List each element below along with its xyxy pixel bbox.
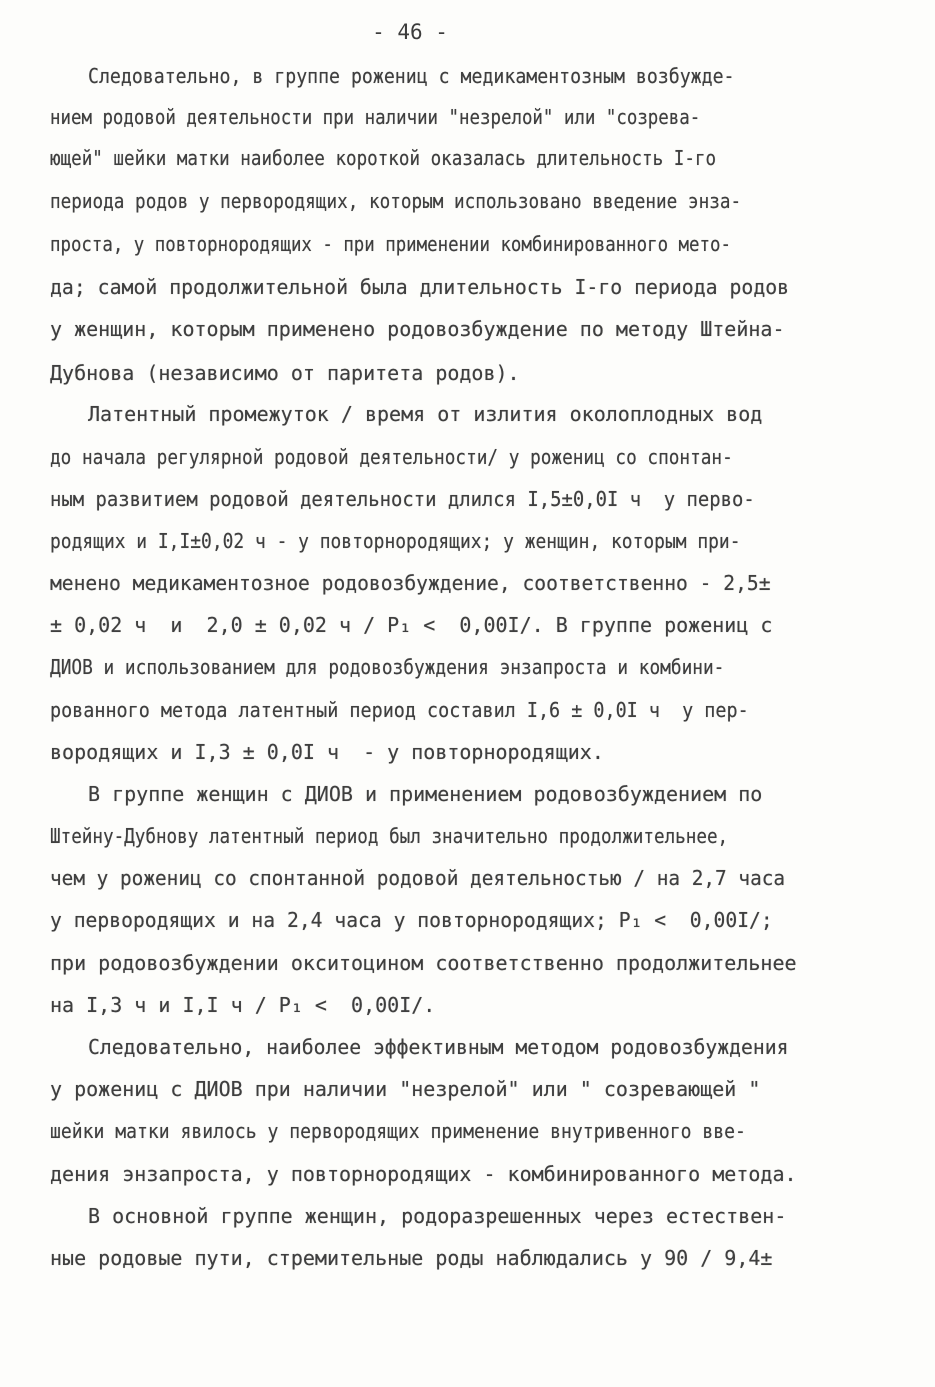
text-line: на I,3 ч и I,I ч / P₁ < 0,00I/. — [50, 993, 436, 1017]
text-line: шейки матки явилось у первородящих применение внутривенного вве- — [50, 1119, 746, 1143]
text-line: дения энзапроста, у повторнородящих - комбинированного метода. — [50, 1162, 797, 1186]
text-line: у рожениц с ДИОВ при наличии "незрелой" или " созревающей " — [50, 1077, 761, 1101]
text-line: вородящих и I,3 ± 0,0I ч - у повторнородящих. — [50, 740, 604, 764]
text-line: менено медикаментозное родовозбуждение, соответственно - 2,5± — [50, 571, 771, 595]
text-line: Следовательно, в группе рожениц с медикаментозным возбужде- — [88, 64, 735, 88]
text-line: Латентный промежуток / время от излития околоплодных вод — [88, 402, 763, 426]
text-line: родящих и I,I±0,02 ч - у повторнородящих; у женщин, которым при- — [50, 529, 741, 553]
text-line: ным развитием родовой деятельности длился I,5±0,0I ч у перво- — [50, 487, 755, 511]
text-line: у первородящих и на 2,4 часа у повторнородящих; P₁ < 0,00I/; — [50, 908, 773, 932]
text-line: да; самой продолжительной была длительность I-го периода родов — [50, 275, 790, 299]
text-line: ± 0,02 ч и 2,0 ± 0,02 ч / P₁ < 0,00I/. В группе рожениц с — [50, 613, 773, 637]
text-line: В основной группе женщин, родоразрешенных через естествен- — [88, 1204, 787, 1228]
text-line: нием родовой деятельности при наличии "незрелой" или "созрева- — [50, 105, 701, 129]
text-line: В группе женщин с ДИОВ и применением родовозбуждением по — [88, 782, 763, 806]
text-line: рованного метода латентный период составил I,6 ± 0,0I ч у пер- — [50, 698, 749, 722]
page-number: - 46 - — [372, 20, 448, 44]
text-line: ДИОВ и использованием для родовозбуждения энзапроста и комбини- — [50, 655, 725, 679]
text-line: при родовозбуждении окситоцином соответственно продолжительнее — [50, 951, 797, 975]
text-line: ющей" шейки матки наиболее короткой оказалась длительность I-го — [50, 146, 717, 170]
text-line: периода родов у первородящих, которым использовано введение энза- — [50, 189, 742, 213]
text-line: до начала регулярной родовой деятельности/ у рожениц со спонтан- — [50, 445, 733, 469]
text-line: у женщин, которым применено родовозбуждение по методу Штейна- — [50, 317, 785, 341]
text-line: Следовательно, наиболее эффективным методом родовозбуждения — [88, 1035, 789, 1059]
text-line: Дубнова (независимо от паритета родов). — [50, 361, 520, 385]
text-line: проста, у повторнородящих - при применении комбинированного мето- — [50, 232, 731, 256]
text-line: ные родовые пути, стремительные роды наблюдались у 90 / 9,4± — [50, 1246, 773, 1270]
text-line: Штейну-Дубнову латентный период был значительно продолжительнее, — [50, 824, 729, 848]
text-line: чем у рожениц со спонтанной родовой деятельностью / на 2,7 часа — [50, 866, 786, 890]
